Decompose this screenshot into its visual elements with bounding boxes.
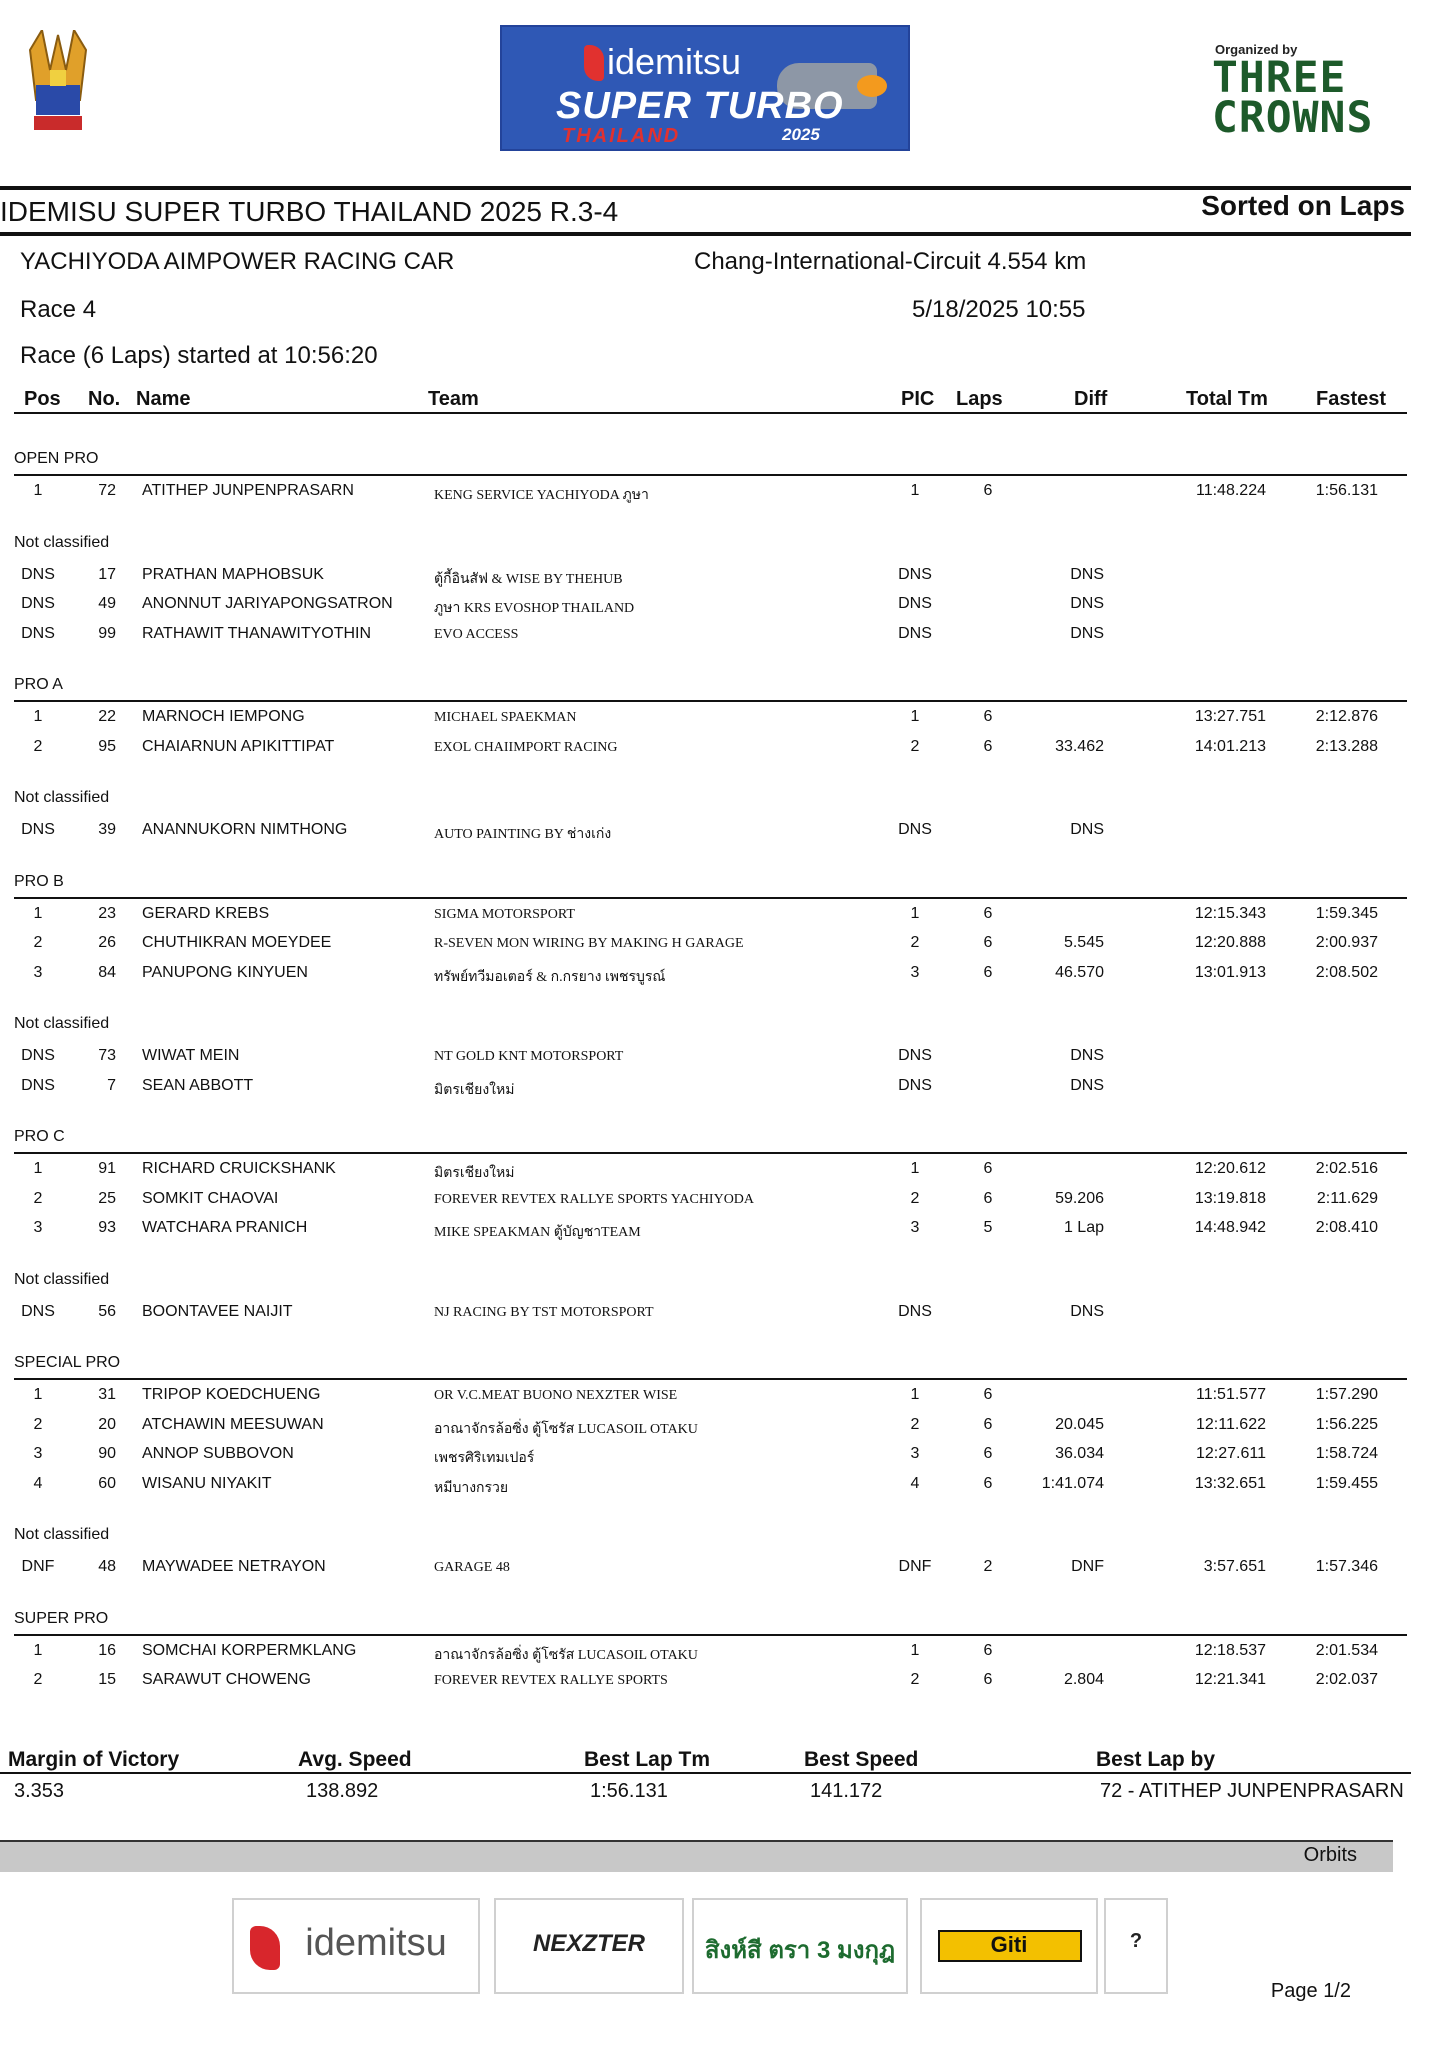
pic-cell: DNS: [898, 595, 932, 612]
car-number-cell: 95: [98, 737, 116, 755]
pic-cell: 1: [910, 904, 920, 922]
fastest-lap-cell: 2:11.629: [1316, 1189, 1378, 1207]
team-cell: ภูษา KRS EVOSHOP THAILAND: [434, 601, 635, 616]
sponsor-giti: Giti: [920, 1898, 1098, 1994]
fastest-lap-cell: 1:57.290: [1315, 1386, 1378, 1403]
total-time-cell: 11:51.577: [1196, 1386, 1266, 1403]
best-lap-label: Best Lap Tm: [584, 1748, 711, 1771]
table-row: [0, 1071, 1449, 1099]
team-cell: NJ RACING BY TST MOTORSPORT: [434, 1304, 654, 1320]
laps-cell: 6: [983, 1386, 993, 1403]
driver-name-cell: ANNOP SUBBOVON: [142, 1445, 294, 1462]
total-time-cell: 12:15.343: [1194, 904, 1266, 922]
driver-name-cell: SOMCHAI KORPERMKLANG: [142, 1641, 357, 1659]
diff-cell: 59.206: [1055, 1189, 1104, 1207]
col-team: Team: [428, 388, 479, 410]
car-number-cell: 31: [98, 1386, 116, 1403]
class-label: Not classified: [14, 533, 110, 551]
product-name: SUPER TURBO: [556, 85, 844, 127]
pos-cell: 3: [33, 1445, 43, 1462]
diff-cell: DNF: [1071, 1558, 1104, 1575]
total-time-cell: 12:20.888: [1194, 934, 1266, 951]
car-number-cell: 72: [98, 482, 116, 499]
driver-name-cell: PRATHAN MAPHOBSUK: [142, 565, 324, 583]
total-time-cell: 12:11.622: [1196, 1415, 1266, 1433]
margin-label: Margin of Victory: [8, 1748, 180, 1771]
driver-name-cell: TRIPOP KOEDCHUENG: [142, 1386, 321, 1403]
diff-cell: 1:41.074: [1041, 1474, 1104, 1492]
driver-name-cell: CHAIARNUN APIKITTIPAT: [142, 737, 335, 755]
laps-cell: 6: [983, 708, 993, 725]
diff-cell: 33.462: [1055, 737, 1104, 755]
diff-cell: DNS: [1070, 595, 1104, 612]
laps-cell: 6: [983, 1445, 993, 1462]
pos-cell: 1: [33, 904, 43, 922]
pic-cell: 2: [910, 737, 920, 755]
organizer-label: Organized by: [1215, 42, 1298, 57]
col-fastest: Fastest: [1316, 388, 1387, 410]
col-no: No.: [88, 388, 121, 410]
class-label: Not classified: [14, 1015, 110, 1032]
best-lap-by-label: Best Lap by: [1096, 1748, 1216, 1771]
team-cell: ทรัพย์ทวีมอเตอร์ & ก.กรยาง เพชรบูรณ์: [434, 969, 666, 985]
idemitsu-flame-icon: [584, 45, 604, 81]
driver-name-cell: SARAWUT CHOWENG: [142, 1671, 311, 1688]
event-logo: [500, 25, 910, 151]
team-cell: KENG SERVICE YACHIYODA ภูษา: [434, 488, 649, 503]
class-label: SUPER PRO: [14, 1609, 109, 1627]
race-name: Race 4: [20, 296, 97, 323]
total-time-cell: 14:01.213: [1194, 737, 1266, 755]
footer-bar: [0, 1840, 1393, 1872]
sponsor-brand: idemitsu: [607, 41, 742, 82]
driver-name-cell: CHUTHIKRAN MOEYDEE: [142, 934, 332, 951]
header-divider: [14, 412, 1407, 414]
race-datetime: 5/18/2025 10:55: [912, 296, 1086, 323]
avg-speed-value: 138.892: [306, 1780, 379, 1802]
laps-cell: 6: [983, 963, 993, 981]
table-row: [0, 589, 1449, 617]
table-row: [0, 702, 1449, 730]
car-number-cell: 60: [98, 1474, 116, 1492]
pos-cell: 1: [33, 482, 43, 499]
team-cell: อาณาจักรล้อซิ่ง ตู้โซรัส LUCASOIL OTAKU: [434, 1647, 698, 1663]
team-cell: R-SEVEN MON WIRING BY MAKING H GARAGE: [434, 936, 744, 951]
laps-cell: 6: [983, 482, 993, 499]
total-time-cell: 11:48.224: [1196, 482, 1266, 499]
laps-cell: 6: [983, 737, 993, 755]
ssam-logo: [22, 30, 94, 140]
fastest-lap-cell: 1:59.345: [1315, 904, 1378, 922]
driver-name-cell: PANUPONG KINYUEN: [142, 963, 308, 981]
total-time-cell: 12:27.611: [1196, 1445, 1266, 1462]
car-number-cell: 49: [98, 595, 116, 612]
diff-cell: DNS: [1070, 1047, 1104, 1064]
pos-cell: 3: [33, 1219, 43, 1236]
car-number-cell: 16: [98, 1641, 116, 1659]
car-number-cell: 99: [98, 624, 116, 642]
total-time-cell: 13:27.751: [1194, 708, 1266, 725]
team-cell: EXOL CHAIIMPORT RACING: [434, 739, 618, 755]
team-cell: MIKE SPEAKMAN ตู้บัญชาTEAM: [434, 1225, 641, 1240]
pos-cell: DNS: [21, 1076, 55, 1094]
sponsor-other: ?: [1104, 1898, 1168, 1994]
table-row: [0, 732, 1449, 760]
pic-cell: 2: [910, 934, 920, 951]
class-label: PRO B: [14, 872, 64, 890]
pos-cell: 4: [33, 1474, 43, 1492]
fastest-lap-cell: 2:00.937: [1315, 934, 1378, 951]
car-number-cell: 15: [98, 1671, 116, 1688]
ssam-icon: [22, 30, 94, 140]
pos-cell: 2: [33, 737, 43, 755]
pos-cell: DNS: [21, 624, 55, 642]
pic-cell: 4: [910, 1474, 920, 1492]
title-rule: [0, 232, 1411, 236]
table-row: [0, 899, 1449, 927]
team-cell: หมีบางกรวย: [434, 1480, 509, 1496]
table-row: [0, 1041, 1449, 1069]
driver-name-cell: ANANNUKORN NIMTHONG: [142, 821, 348, 838]
product-subline: THAILAND: [562, 125, 681, 147]
driver-name-cell: SEAN ABBOTT: [142, 1076, 254, 1094]
laps-cell: 6: [983, 1474, 993, 1492]
table-row: [0, 1665, 1449, 1693]
driver-name-cell: MARNOCH IEMPONG: [142, 708, 305, 725]
col-diff: Diff: [1074, 388, 1108, 410]
car-number-cell: 22: [98, 708, 116, 725]
pos-cell: 3: [33, 963, 43, 981]
driver-name-cell: RICHARD CRUICKSHANK: [142, 1160, 336, 1177]
col-laps: Laps: [956, 388, 1003, 410]
total-time-cell: 13:01.913: [1194, 963, 1266, 981]
team-cell: GARAGE 48: [434, 1560, 510, 1575]
table-row: [0, 1439, 1449, 1467]
car-number-cell: 20: [98, 1415, 116, 1433]
pos-cell: DNS: [21, 1047, 55, 1064]
table-row: [0, 1184, 1449, 1212]
laps-cell: 2: [983, 1558, 993, 1575]
pos-cell: 2: [33, 1415, 43, 1433]
pos-cell: 2: [33, 1671, 43, 1688]
page-title: IDEMISU SUPER TURBO THAILAND 2025 R.3-4: [0, 196, 619, 227]
table-row: [0, 619, 1449, 647]
team-cell: ตู้กี้อินสัฟ & WISE BY THEHUB: [434, 571, 623, 587]
diff-cell: 2.804: [1063, 1671, 1104, 1688]
sponsor-three-crowns-paint: สิงห์สี ตรา 3 มงกุฎ: [692, 1898, 908, 1994]
driver-name-cell: WISANU NIYAKIT: [142, 1474, 272, 1492]
pos-cell: DNS: [21, 1302, 55, 1320]
car-number-cell: 48: [98, 1558, 116, 1575]
laps-cell: 6: [983, 1641, 993, 1659]
team-cell: มิตรเชียงใหม่: [434, 1166, 515, 1181]
fire-icon: [857, 75, 887, 97]
fastest-lap-cell: 1:56.131: [1315, 482, 1378, 499]
fastest-lap-cell: 2:08.410: [1315, 1219, 1378, 1236]
car-number-cell: 73: [98, 1047, 116, 1064]
car-number-cell: 93: [98, 1219, 116, 1236]
driver-name-cell: SOMKIT CHAOVAI: [142, 1189, 279, 1207]
team-cell: อาณาจักรล้อซิ่ง ตู้โซรัส LUCASOIL OTAKU: [434, 1421, 698, 1437]
laps-cell: 5: [983, 1219, 993, 1236]
organizer-name: THREE CROWNS: [1212, 53, 1374, 143]
diff-cell: 1 Lap: [1063, 1219, 1104, 1236]
pic-cell: DNS: [898, 565, 932, 583]
table-row: [0, 476, 1449, 504]
class-label: Not classified: [14, 1526, 110, 1543]
best-speed-label: Best Speed: [804, 1748, 919, 1771]
team-cell: NT GOLD KNT MOTORSPORT: [434, 1049, 624, 1064]
table-row: [0, 1469, 1449, 1497]
fastest-lap-cell: 2:02.516: [1315, 1160, 1378, 1177]
driver-name-cell: MAYWADEE NETRAYON: [142, 1558, 326, 1575]
driver-name-cell: BOONTAVEE NAIJIT: [142, 1302, 293, 1320]
driver-name-cell: ATITHEP JUNPENPRASARN: [142, 482, 354, 499]
driver-name-cell: WATCHARA PRANICH: [142, 1219, 308, 1236]
col-pic: PIC: [901, 388, 935, 410]
best-lap-by-value: 72 - ATITHEP JUNPENPRASARN: [1100, 1780, 1404, 1802]
driver-name-cell: WIWAT MEIN: [142, 1047, 240, 1064]
table-row: [0, 560, 1449, 588]
pos-cell: 1: [33, 708, 43, 725]
driver-name-cell: GERARD KREBS: [142, 904, 270, 922]
table-row: [0, 1410, 1449, 1438]
total-time-cell: 14:48.942: [1194, 1219, 1266, 1236]
page-number: Page 1/2: [1270, 1980, 1351, 2002]
fastest-lap-cell: 2:12.876: [1315, 708, 1378, 725]
table-row: [0, 815, 1449, 843]
summary-divider: [0, 1772, 1411, 1774]
diff-cell: DNS: [1070, 1076, 1104, 1094]
class-label: OPEN PRO: [14, 450, 99, 467]
class-label: Not classified: [14, 1270, 110, 1288]
pic-cell: 2: [910, 1189, 920, 1207]
car-number-cell: 90: [98, 1445, 116, 1462]
laps-cell: 6: [983, 1671, 993, 1688]
class-label: PRO A: [14, 676, 63, 693]
diff-cell: 46.570: [1055, 963, 1104, 981]
pos-cell: 1: [33, 1386, 43, 1403]
team-cell: เพชรศิริเทมเปอร์: [434, 1451, 535, 1466]
margin-value: 3.353: [14, 1780, 65, 1802]
pos-cell: DNF: [21, 1558, 55, 1575]
driver-name-cell: ATCHAWIN MEESUWAN: [142, 1415, 324, 1433]
class-label: Not classified: [14, 789, 110, 806]
total-time-cell: 3:57.651: [1203, 1558, 1266, 1575]
diff-cell: DNS: [1070, 821, 1104, 838]
pic-cell: DNS: [898, 1076, 932, 1094]
class-label: PRO C: [14, 1128, 65, 1145]
driver-name-cell: RATHAWIT THANAWITYOTHIN: [142, 624, 372, 642]
pic-cell: DNF: [898, 1558, 932, 1575]
idemitsu-flame-icon: [250, 1926, 280, 1970]
laps-cell: 6: [983, 904, 993, 922]
team-cell: MICHAEL SPAEKMAN: [434, 710, 577, 725]
team-cell: มิตรเชียงใหม่: [434, 1082, 515, 1098]
diff-cell: 20.045: [1055, 1415, 1104, 1433]
car-number-cell: 7: [107, 1076, 116, 1094]
pic-cell: 3: [910, 1445, 920, 1462]
best-lap-value: 1:56.131: [590, 1780, 668, 1802]
pic-cell: 1: [910, 708, 920, 725]
laps-cell: 6: [983, 934, 993, 951]
pic-cell: 3: [910, 963, 920, 981]
team-cell: FOREVER REVTEX RALLYE SPORTS: [434, 1673, 668, 1688]
total-time-cell: 13:19.818: [1194, 1189, 1266, 1207]
pic-cell: 1: [910, 482, 920, 499]
best-speed-value: 141.172: [810, 1780, 883, 1802]
diff-cell: DNS: [1070, 565, 1104, 583]
driver-name-cell: ANONNUT JARIYAPONGSATRON: [142, 595, 393, 612]
sort-label: Sorted on Laps: [1201, 190, 1405, 221]
diff-cell: 36.034: [1055, 1445, 1104, 1462]
pos-cell: DNS: [21, 595, 55, 612]
car-number-cell: 56: [98, 1302, 116, 1320]
event-category: YACHIYODA AIMPOWER RACING CAR: [20, 248, 455, 275]
table-row: [0, 1552, 1449, 1580]
pic-cell: DNS: [898, 1302, 932, 1320]
diff-cell: DNS: [1070, 624, 1104, 642]
car-number-cell: 26: [98, 934, 116, 951]
col-pos: Pos: [24, 388, 61, 410]
table-row: [0, 928, 1449, 956]
diff-cell: 5.545: [1063, 934, 1104, 951]
fastest-lap-cell: 1:58.724: [1315, 1445, 1378, 1462]
car-number-cell: 25: [98, 1189, 116, 1207]
product-year: 2025: [782, 125, 820, 144]
car-number-cell: 91: [98, 1160, 116, 1177]
sponsor-nexzter: NEXZTER: [494, 1898, 684, 1994]
fastest-lap-cell: 1:56.225: [1315, 1415, 1378, 1433]
team-cell: EVO ACCESS: [434, 626, 519, 642]
car-number-cell: 23: [98, 904, 116, 922]
car-number-cell: 39: [98, 821, 116, 838]
fastest-lap-cell: 2:13.288: [1315, 737, 1378, 755]
pic-cell: DNS: [898, 624, 932, 642]
team-cell: OR V.C.MEAT BUONO NEXZTER WISE: [434, 1388, 678, 1403]
table-row: [0, 1154, 1449, 1182]
table-row: [0, 958, 1449, 986]
pic-cell: DNS: [898, 1047, 932, 1064]
fastest-lap-cell: 1:59.455: [1315, 1474, 1378, 1492]
pic-cell: DNS: [898, 821, 932, 838]
fastest-lap-cell: 2:08.502: [1315, 963, 1378, 981]
avg-speed-label: Avg. Speed: [298, 1748, 412, 1771]
pic-cell: 3: [910, 1219, 920, 1236]
pic-cell: 1: [910, 1160, 920, 1177]
team-cell: SIGMA MOTORSPORT: [434, 906, 575, 922]
col-name: Name: [136, 388, 191, 410]
header-rule: [0, 186, 1411, 190]
total-time-cell: 12:20.612: [1194, 1160, 1266, 1177]
laps-cell: 6: [983, 1189, 993, 1207]
pic-cell: 2: [910, 1415, 920, 1433]
pos-cell: 2: [33, 1189, 43, 1207]
pos-cell: DNS: [21, 821, 55, 838]
car-number-cell: 84: [98, 963, 116, 981]
team-cell: AUTO PAINTING BY ช่างเก่ง: [434, 827, 612, 842]
pos-cell: DNS: [21, 565, 55, 583]
sponsor-idemitsu: idemitsu: [232, 1898, 480, 1994]
pic-cell: 1: [910, 1386, 920, 1403]
car-number-cell: 17: [98, 565, 116, 583]
laps-cell: 6: [983, 1160, 993, 1177]
pos-cell: 1: [33, 1641, 43, 1659]
pos-cell: 2: [33, 934, 43, 951]
table-row: [0, 1297, 1449, 1325]
circuit: Chang-International-Circuit 4.554 km: [694, 248, 1087, 275]
fastest-lap-cell: 2:02.037: [1315, 1671, 1378, 1688]
pic-cell: 1: [910, 1641, 920, 1659]
diff-cell: DNS: [1070, 1302, 1104, 1320]
table-row: [0, 1380, 1449, 1408]
table-row: [0, 1636, 1449, 1664]
fastest-lap-cell: 2:01.534: [1315, 1641, 1378, 1659]
laps-cell: 6: [983, 1415, 993, 1433]
total-time-cell: 12:18.537: [1194, 1641, 1266, 1659]
pos-cell: 1: [33, 1160, 43, 1177]
timing-provider: Orbits: [1303, 1844, 1357, 1866]
total-time-cell: 12:21.341: [1194, 1671, 1266, 1688]
col-total: Total Tm: [1186, 388, 1268, 410]
fastest-lap-cell: 1:57.346: [1315, 1558, 1378, 1575]
table-row: [0, 1213, 1449, 1241]
pic-cell: 2: [910, 1671, 920, 1688]
total-time-cell: 13:32.651: [1194, 1474, 1266, 1492]
class-label: SPECIAL PRO: [14, 1354, 121, 1371]
race-start: Race (6 Laps) started at 10:56:20: [20, 342, 378, 369]
team-cell: FOREVER REVTEX RALLYE SPORTS YACHIYODA: [434, 1191, 755, 1207]
